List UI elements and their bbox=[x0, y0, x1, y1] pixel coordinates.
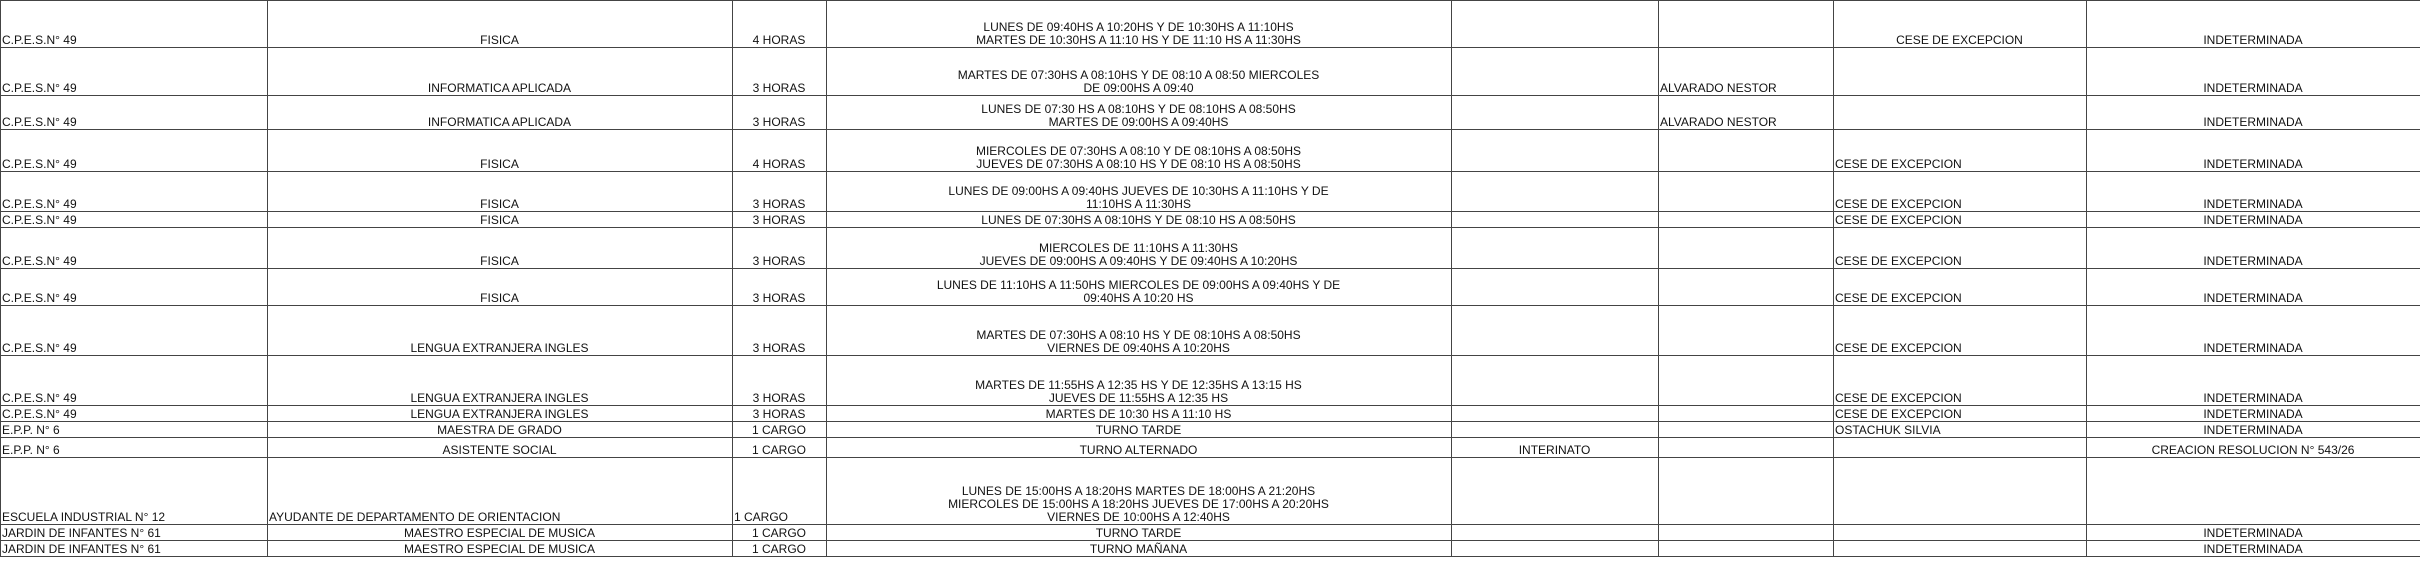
subject-cell: INFORMATICA APLICADA bbox=[268, 48, 733, 96]
schedule-line: TURNO TARDE bbox=[1095, 423, 1182, 437]
reason-cell bbox=[1834, 525, 2087, 541]
schedule-line: MARTES DE 11:55HS A 12:35 HS Y DE 12:35HS A 13:15 HS bbox=[975, 378, 1302, 392]
subject-cell: LENGUA EXTRANJERA INGLES bbox=[268, 406, 733, 422]
reason-cell: CESE DE EXCEPCION bbox=[1834, 130, 2087, 172]
duration-cell: INDETERMINADA bbox=[2087, 525, 2420, 541]
schedule-line: LUNES DE 07:30HS A 08:10HS Y DE 08:10 HS A 08:50HS bbox=[981, 213, 1296, 227]
reason-cell bbox=[1834, 96, 2087, 130]
subject-cell: LENGUA EXTRANJERA INGLES bbox=[268, 356, 733, 406]
schedule-cell bbox=[827, 406, 1452, 422]
duration-cell: INDETERMINADA bbox=[2087, 172, 2420, 212]
situation-cell bbox=[1452, 406, 1659, 422]
reason-cell: CESE DE EXCEPCION bbox=[1834, 306, 2087, 356]
table-row bbox=[1, 269, 2420, 306]
situation-cell bbox=[1452, 172, 1659, 212]
schedule-line: 11:10HS A 11:30HS bbox=[1086, 197, 1191, 211]
hours-cell: 3 HORAS bbox=[733, 172, 827, 212]
duration-cell: CREACION RESOLUCION N° 543/26 bbox=[2087, 438, 2420, 458]
situation-cell bbox=[1452, 1, 1659, 48]
school-cell: JARDIN DE INFANTES N° 61 bbox=[1, 525, 268, 541]
school-cell: C.P.E.S.N° 49 bbox=[1, 228, 268, 269]
schedule-line: MARTES DE 07:30HS A 08:10 HS Y DE 08:10HS A 08:50HS bbox=[976, 328, 1301, 342]
reason-cell: CESE DE EXCEPCION bbox=[1834, 356, 2087, 406]
table-row bbox=[1, 422, 2420, 438]
schedule-line: TURNO ALTERNADO bbox=[1079, 443, 1198, 457]
duration-cell: INDETERMINADA bbox=[2087, 96, 2420, 130]
subject-cell: INFORMATICA APLICADA bbox=[268, 96, 733, 130]
teacher-cell: ALVARADO NESTOR bbox=[1659, 48, 1834, 96]
table-row bbox=[1, 458, 2420, 525]
hours-cell: 1 CARGO bbox=[733, 422, 827, 438]
schedule-cell bbox=[827, 228, 1452, 269]
school-cell: C.P.E.S.N° 49 bbox=[1, 130, 268, 172]
school-cell: C.P.E.S.N° 49 bbox=[1, 212, 268, 228]
teacher-cell bbox=[1659, 406, 1834, 422]
school-cell: C.P.E.S.N° 49 bbox=[1, 172, 268, 212]
hours-cell: 1 CARGO bbox=[733, 458, 827, 525]
duration-cell: INDETERMINADA bbox=[2087, 212, 2420, 228]
teacher-cell bbox=[1659, 1, 1834, 48]
schedule-line: VIERNES DE 10:00HS A 12:40HS bbox=[1047, 510, 1230, 524]
table-row bbox=[1, 96, 2420, 130]
schedule-line: LUNES DE 11:10HS A 11:50HS MIERCOLES DE 09:00HS A 09:40HS Y DE bbox=[936, 278, 1341, 292]
table-row bbox=[1, 541, 2420, 557]
schedule-line: VIERNES DE 09:40HS A 10:20HS bbox=[1047, 341, 1230, 355]
hours-cell: 3 HORAS bbox=[733, 96, 827, 130]
schedule-line: MARTES DE 07:30HS A 08:10HS Y DE 08:10 A 08:50 MIERCOLES bbox=[957, 68, 1320, 82]
subject-cell: FISICA bbox=[268, 1, 733, 48]
schedule-cell bbox=[827, 306, 1452, 356]
situation-cell bbox=[1452, 96, 1659, 130]
duration-cell: INDETERMINADA bbox=[2087, 422, 2420, 438]
reason-cell: CESE DE EXCEPCION bbox=[1834, 212, 2087, 228]
table-row bbox=[1, 172, 2420, 212]
teacher-cell bbox=[1659, 541, 1834, 557]
schedule-cell bbox=[827, 422, 1452, 438]
duration-cell: INDETERMINADA bbox=[2087, 269, 2420, 306]
table-row bbox=[1, 212, 2420, 228]
teacher-cell bbox=[1659, 172, 1834, 212]
reason-cell: CESE DE EXCEPCION bbox=[1834, 172, 2087, 212]
duration-cell: INDETERMINADA bbox=[2087, 130, 2420, 172]
hours-cell: 1 CARGO bbox=[733, 525, 827, 541]
school-cell: C.P.E.S.N° 49 bbox=[1, 48, 268, 96]
subject-cell: FISICA bbox=[268, 130, 733, 172]
hours-cell: 3 HORAS bbox=[733, 228, 827, 269]
teacher-cell bbox=[1659, 212, 1834, 228]
school-cell: C.P.E.S.N° 49 bbox=[1, 356, 268, 406]
school-cell: ESCUELA INDUSTRIAL N° 12 bbox=[1, 458, 268, 525]
school-cell: C.P.E.S.N° 49 bbox=[1, 269, 268, 306]
teacher-cell bbox=[1659, 228, 1834, 269]
schedule-line: MIERCOLES DE 11:10HS A 11:30HS bbox=[1039, 241, 1238, 255]
school-cell: C.P.E.S.N° 49 bbox=[1, 406, 268, 422]
duration-cell: INDETERMINADA bbox=[2087, 1, 2420, 48]
hours-cell: 1 CARGO bbox=[733, 438, 827, 458]
schedule-line: LUNES DE 07:30 HS A 08:10HS Y DE 08:10HS A 08:50HS bbox=[981, 102, 1296, 116]
subject-cell: MAESTRA DE GRADO bbox=[268, 422, 733, 438]
schedule-cell bbox=[827, 212, 1452, 228]
reason-cell: CESE DE EXCEPCION bbox=[1834, 228, 2087, 269]
schedule-line: MIERCOLES DE 07:30HS A 08:10 Y DE 08:10HS A 08:50HS bbox=[975, 144, 1302, 158]
duration-cell: INDETERMINADA bbox=[2087, 541, 2420, 557]
schedule-cell bbox=[827, 1, 1452, 48]
schedule-line: MARTES DE 10:30HS A 11:10 HS Y DE 11:10 HS A 11:30HS bbox=[976, 33, 1301, 47]
subject-cell: FISICA bbox=[268, 172, 733, 212]
hours-cell: 3 HORAS bbox=[733, 306, 827, 356]
reason-cell: CESE DE EXCEPCION bbox=[1834, 269, 2087, 306]
situation-cell bbox=[1452, 269, 1659, 306]
subject-cell: LENGUA EXTRANJERA INGLES bbox=[268, 306, 733, 356]
subject-cell: FISICA bbox=[268, 212, 733, 228]
situation-cell bbox=[1452, 458, 1659, 525]
school-cell: E.P.P. N° 6 bbox=[1, 438, 268, 458]
schedule-line: 09:40HS A 10:20 HS bbox=[1083, 291, 1194, 305]
table-row bbox=[1, 228, 2420, 269]
school-cell: C.P.E.S.N° 49 bbox=[1, 306, 268, 356]
hours-cell: 3 HORAS bbox=[733, 269, 827, 306]
reason-cell bbox=[1834, 438, 2087, 458]
duration-cell: INDETERMINADA bbox=[2087, 228, 2420, 269]
schedule-line: JUEVES DE 09:00HS A 09:40HS Y DE 09:40HS A 10:20HS bbox=[979, 254, 1298, 268]
schedule-cell bbox=[827, 172, 1452, 212]
schedule-cell bbox=[827, 130, 1452, 172]
reason-cell: CESE DE EXCEPCION bbox=[1834, 406, 2087, 422]
duration-cell: INDETERMINADA bbox=[2087, 48, 2420, 96]
teacher-cell bbox=[1659, 306, 1834, 356]
school-cell: C.P.E.S.N° 49 bbox=[1, 1, 268, 48]
schedule-cell bbox=[827, 48, 1452, 96]
situation-cell bbox=[1452, 422, 1659, 438]
table-row bbox=[1, 1, 2420, 48]
reason-cell: OSTACHUK SILVIA bbox=[1834, 422, 2087, 438]
schedule-line: JUEVES DE 07:30HS A 08:10 HS Y DE 08:10 HS A 08:50HS bbox=[976, 157, 1301, 171]
schedule-cell bbox=[827, 356, 1452, 406]
hours-cell: 1 CARGO bbox=[733, 541, 827, 557]
table-row bbox=[1, 525, 2420, 541]
reason-cell bbox=[1834, 48, 2087, 96]
situation-cell bbox=[1452, 48, 1659, 96]
schedule-line: MARTES DE 10:30 HS A 11:10 HS bbox=[1045, 407, 1232, 421]
hours-cell: 3 HORAS bbox=[733, 212, 827, 228]
situation-cell bbox=[1452, 130, 1659, 172]
hours-cell: 4 HORAS bbox=[733, 1, 827, 48]
school-cell: E.P.P. N° 6 bbox=[1, 422, 268, 438]
duration-cell: INDETERMINADA bbox=[2087, 356, 2420, 406]
school-cell: JARDIN DE INFANTES N° 61 bbox=[1, 541, 268, 557]
schedule-cell bbox=[827, 541, 1452, 557]
hours-cell: 3 HORAS bbox=[733, 356, 827, 406]
reason-cell: CESE DE EXCEPCION bbox=[1834, 1, 2087, 48]
duration-cell: INDETERMINADA bbox=[2087, 306, 2420, 356]
subject-cell: MAESTRO ESPECIAL DE MUSICA bbox=[268, 525, 733, 541]
situation-cell bbox=[1452, 541, 1659, 557]
table-row bbox=[1, 438, 2420, 458]
teacher-cell bbox=[1659, 422, 1834, 438]
situation-cell bbox=[1452, 228, 1659, 269]
subject-cell: FISICA bbox=[268, 228, 733, 269]
situation-cell bbox=[1452, 306, 1659, 356]
hours-cell: 3 HORAS bbox=[733, 406, 827, 422]
teacher-cell bbox=[1659, 269, 1834, 306]
table-row bbox=[1, 406, 2420, 422]
schedule-line: MIERCOLES DE 15:00HS A 18:20HS JUEVES DE 17:00HS A 20:20HS bbox=[948, 497, 1329, 511]
schedule-cell bbox=[827, 458, 1452, 525]
subject-cell: FISICA bbox=[268, 269, 733, 306]
situation-cell: INTERINATO bbox=[1452, 438, 1659, 458]
schedule-cell bbox=[827, 438, 1452, 458]
teacher-cell bbox=[1659, 458, 1834, 525]
schedule-line: MARTES DE 09:00HS A 09:40HS bbox=[1048, 115, 1229, 129]
teacher-cell bbox=[1659, 525, 1834, 541]
teacher-cell bbox=[1659, 356, 1834, 406]
school-cell: C.P.E.S.N° 49 bbox=[1, 96, 268, 130]
situation-cell bbox=[1452, 356, 1659, 406]
reason-cell bbox=[1834, 458, 2087, 525]
situation-cell bbox=[1452, 525, 1659, 541]
reason-cell bbox=[1834, 541, 2087, 557]
schedule-line: JUEVES DE 11:55HS A 12:35 HS bbox=[1048, 391, 1229, 405]
hours-cell: 3 HORAS bbox=[733, 48, 827, 96]
subject-cell: MAESTRO ESPECIAL DE MUSICA bbox=[268, 541, 733, 557]
schedule-line: TURNO TARDE bbox=[1095, 526, 1182, 540]
hours-cell: 4 HORAS bbox=[733, 130, 827, 172]
teacher-cell: ALVARADO NESTOR bbox=[1659, 96, 1834, 130]
schedule-cell bbox=[827, 269, 1452, 306]
schedule-line: TURNO MAÑANA bbox=[1089, 542, 1188, 556]
teacher-cell bbox=[1659, 438, 1834, 458]
subject-cell: AYUDANTE DE DEPARTAMENTO DE ORIENTACION bbox=[268, 458, 733, 525]
table-row bbox=[1, 356, 2420, 406]
schedule-cell bbox=[827, 525, 1452, 541]
duration-cell: INDETERMINADA bbox=[2087, 406, 2420, 422]
schedule-line: LUNES DE 15:00HS A 18:20HS MARTES DE 18:00HS A 21:20HS bbox=[961, 484, 1316, 498]
table-row bbox=[1, 48, 2420, 96]
schedule-line: DE 09:00HS A 09:40 bbox=[1083, 81, 1194, 95]
subject-cell: ASISTENTE SOCIAL bbox=[268, 438, 733, 458]
table-row bbox=[1, 130, 2420, 172]
schedule-line: LUNES DE 09:00HS A 09:40HS JUEVES DE 10:30HS A 11:10HS Y DE bbox=[948, 184, 1329, 198]
duration-cell bbox=[2087, 458, 2420, 525]
schedule-line: LUNES DE 09:40HS A 10:20HS Y DE 10:30HS A 11:10HS bbox=[983, 20, 1294, 34]
table-row bbox=[1, 306, 2420, 356]
schedule-cell bbox=[827, 96, 1452, 130]
teacher-cell bbox=[1659, 130, 1834, 172]
situation-cell bbox=[1452, 212, 1659, 228]
